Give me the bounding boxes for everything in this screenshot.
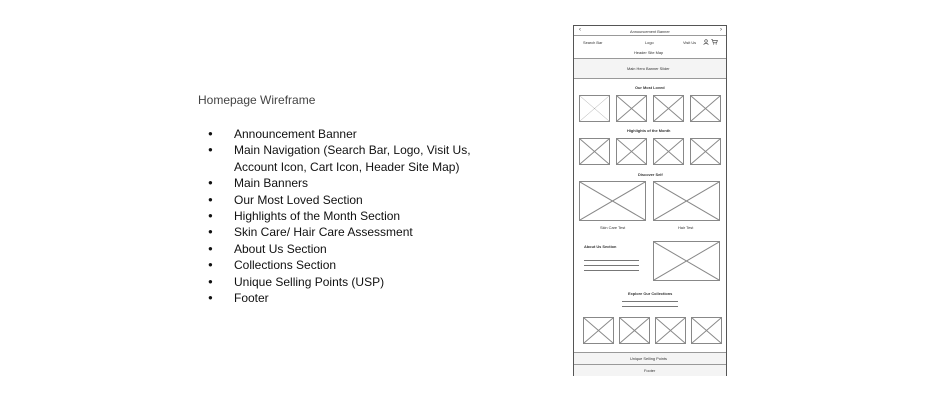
divider: [574, 78, 726, 79]
highlights-heading: Highlights of the Month: [627, 128, 671, 133]
product-image-placeholder[interactable]: [653, 138, 684, 165]
collection-image-placeholder[interactable]: [619, 317, 650, 344]
collections-heading: Explore Our Collections: [628, 291, 673, 296]
slide-title: Homepage Wireframe: [198, 93, 316, 107]
skin-care-test-placeholder[interactable]: [579, 181, 646, 221]
search-bar[interactable]: Search Bar: [583, 40, 603, 45]
usp-label: Unique Selling Points: [630, 356, 667, 361]
hair-test-placeholder[interactable]: [653, 181, 720, 221]
product-image-placeholder[interactable]: [690, 138, 721, 165]
wireframe-mockup: [573, 25, 727, 376]
hero-banner-label: Main Hero Banner Slider: [627, 66, 670, 71]
list-item: ● Our Most Loved Section: [208, 192, 508, 208]
list-item: ● Main Banners: [208, 175, 508, 191]
text-placeholder-line: [584, 260, 639, 261]
list-item: ● About Us Section: [208, 241, 508, 257]
product-image-placeholder[interactable]: [690, 95, 721, 122]
collection-image-placeholder[interactable]: [583, 317, 614, 344]
about-us-heading: About Us Section: [584, 244, 617, 249]
product-image-placeholder[interactable]: [616, 138, 647, 165]
product-image-placeholder[interactable]: [579, 95, 610, 122]
about-us-image-placeholder[interactable]: [653, 241, 720, 281]
list-item: ● Unique Selling Points (USP): [208, 274, 508, 290]
account-icon[interactable]: [703, 39, 709, 45]
announcement-banner: Announcement Banner: [630, 29, 670, 34]
list-item: ● Announcement Banner: [208, 126, 508, 142]
text-placeholder-line: [584, 265, 639, 266]
collection-image-placeholder[interactable]: [691, 317, 722, 344]
list-item: ● Footer: [208, 290, 508, 306]
feature-list: [208, 126, 508, 306]
header-site-map[interactable]: Header Site Map: [634, 50, 664, 55]
text-placeholder-line: [622, 301, 678, 302]
skin-care-test-label: Skin Care Test: [600, 225, 626, 230]
product-image-placeholder[interactable]: [579, 138, 610, 165]
next-arrow-icon[interactable]: ›: [720, 27, 722, 33]
product-image-placeholder[interactable]: [616, 95, 647, 122]
discover-self-heading: Discover Self: [638, 172, 663, 177]
list-item: ● Highlights of the Month Section: [208, 208, 508, 224]
most-loved-heading: Our Most Loved: [635, 85, 665, 90]
visit-us-link[interactable]: Visit Us: [683, 40, 697, 45]
list-item: ● Main Navigation (Search Bar, Logo, Visit Us, Account Icon, Cart Icon, Header Site Map): [208, 142, 508, 175]
product-image-placeholder[interactable]: [653, 95, 684, 122]
collection-image-placeholder[interactable]: [655, 317, 686, 344]
hair-test-label: Hair Test: [678, 225, 694, 230]
list-item: ● Collections Section: [208, 257, 508, 273]
text-placeholder-line: [622, 306, 678, 307]
text-placeholder-line: [584, 270, 639, 271]
footer-label: Footer: [644, 368, 656, 373]
cart-icon[interactable]: [711, 39, 718, 45]
prev-arrow-icon[interactable]: ‹: [579, 27, 581, 33]
list-item: ● Skin Care/ Hair Care Assessment: [208, 224, 508, 240]
divider: [574, 35, 726, 36]
logo[interactable]: Logo: [645, 40, 654, 45]
